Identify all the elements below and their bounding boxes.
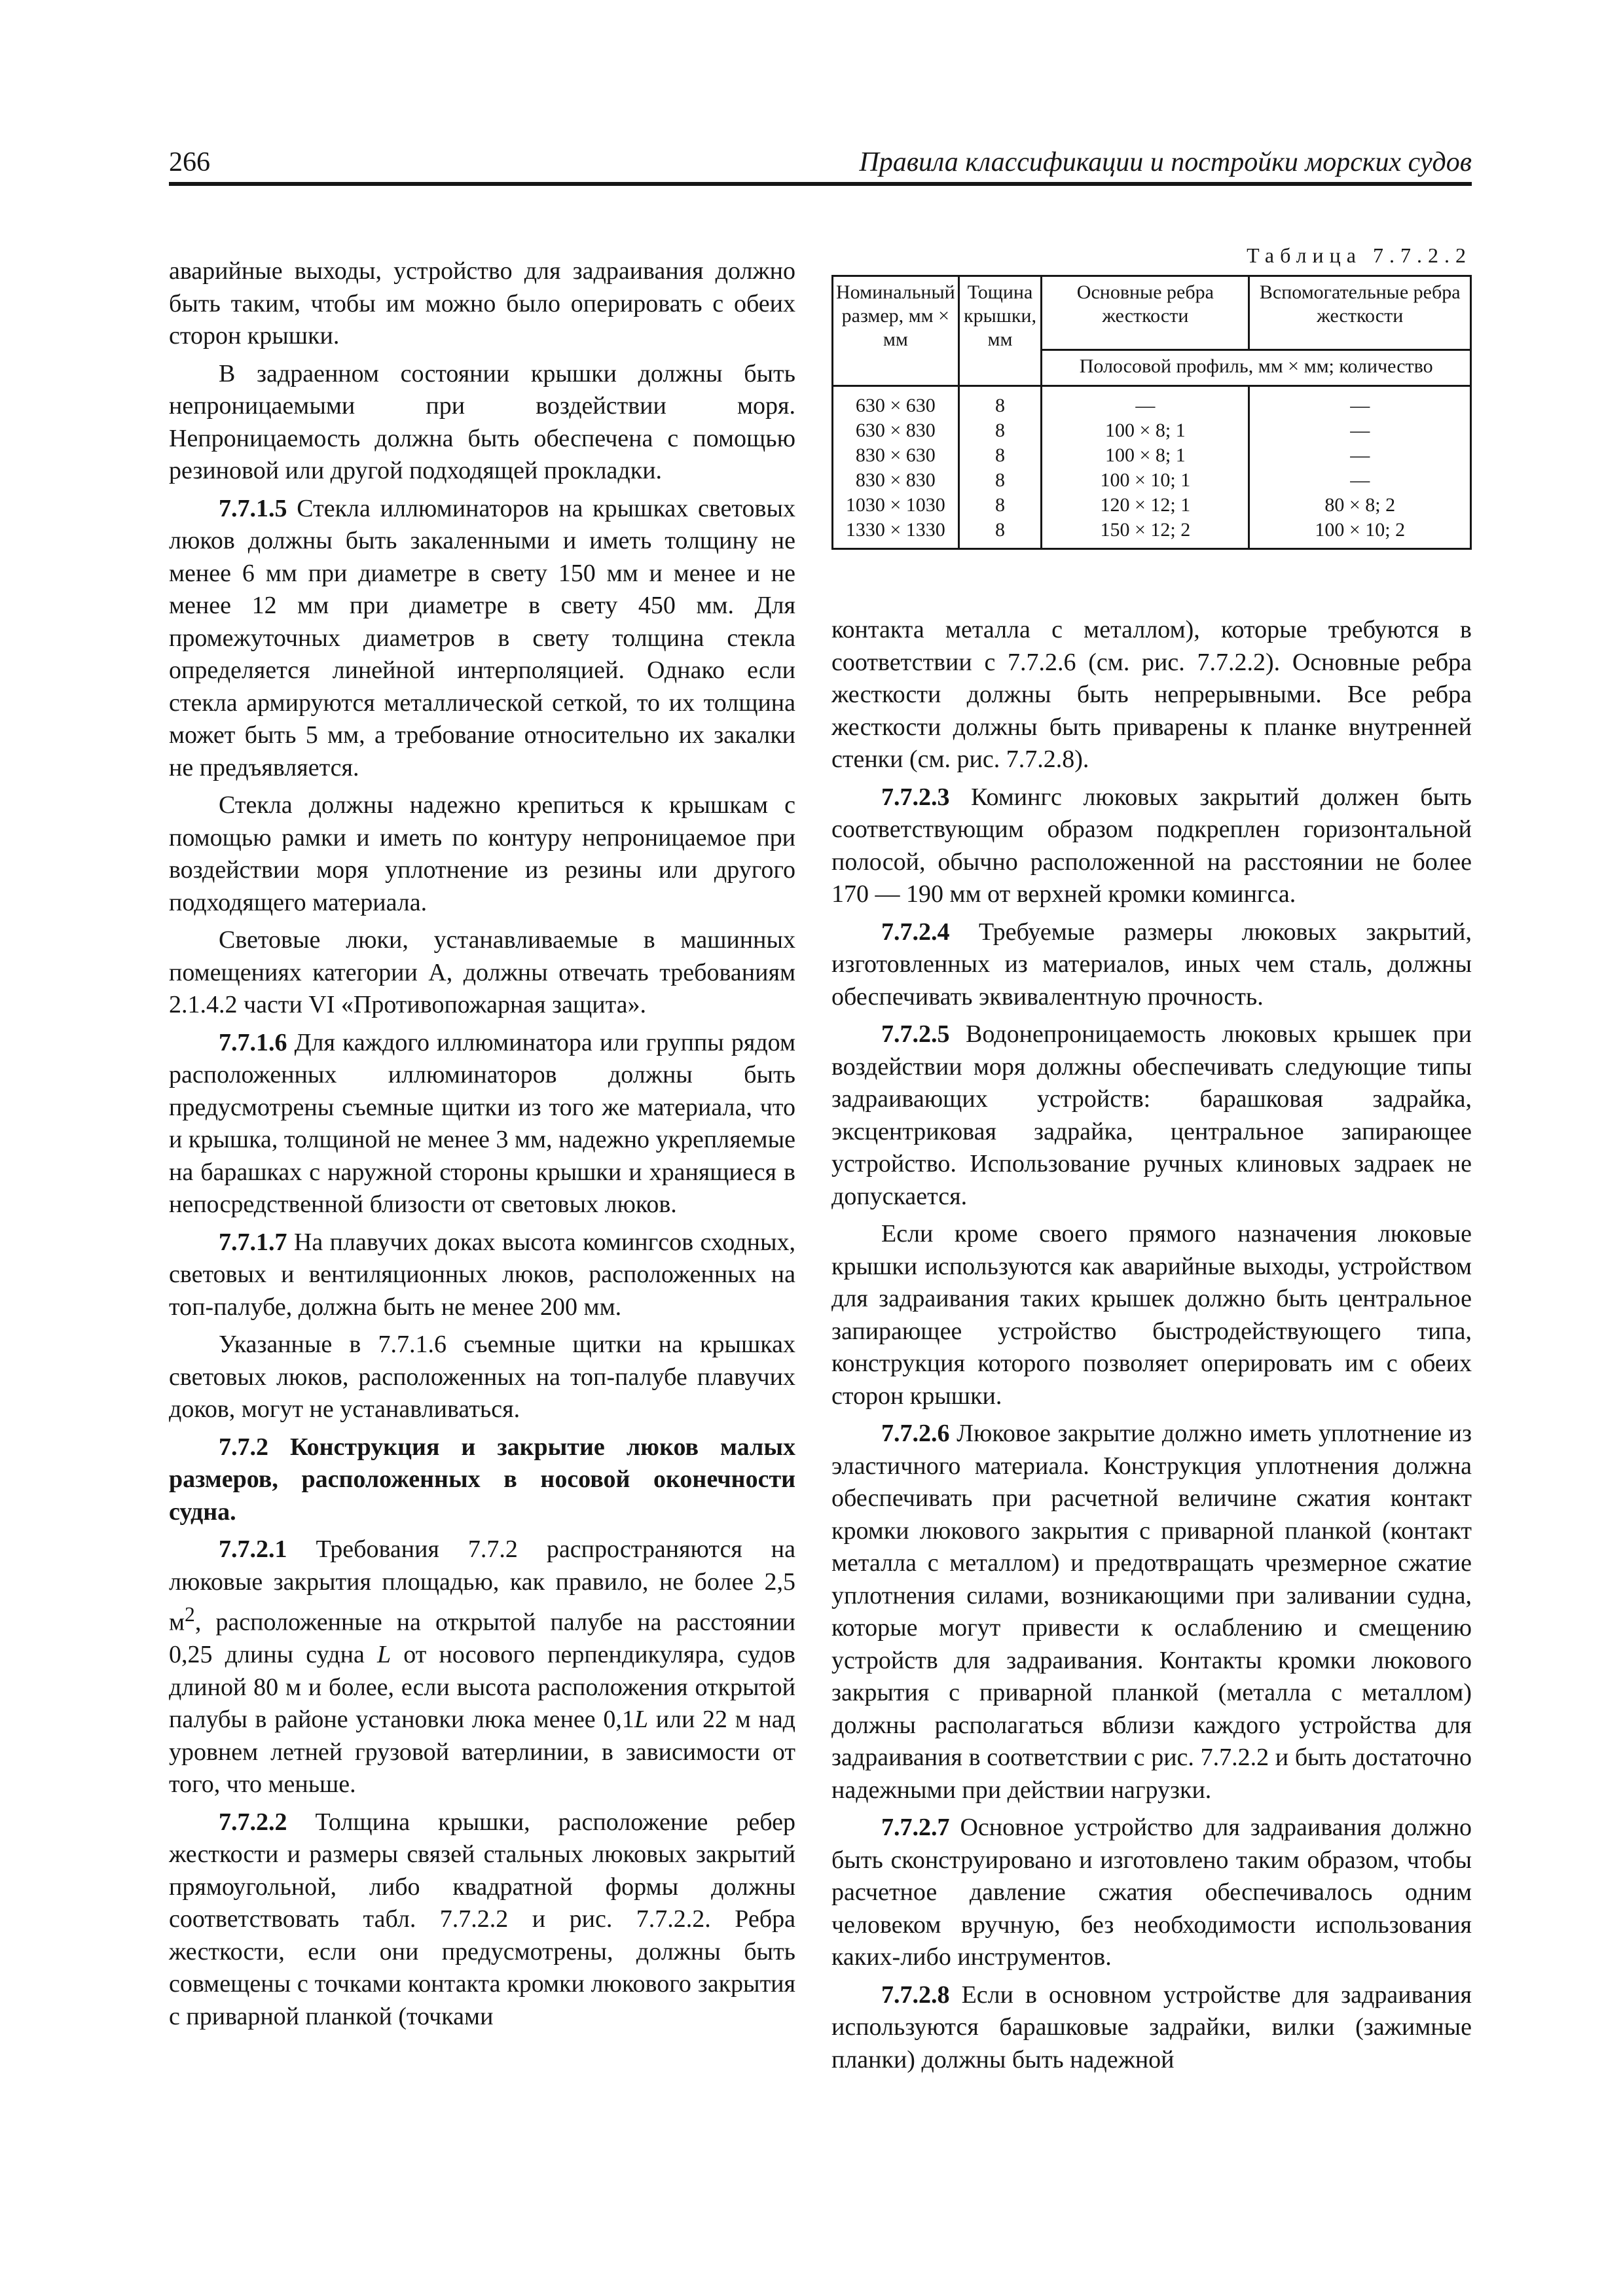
variable: L [634, 1706, 648, 1734]
table-cell-size: 1330 × 1330 [833, 518, 959, 549]
table-row [833, 418, 1471, 443]
table-row [833, 518, 1471, 549]
paragraph: Световые люки, устанавливаемые в машинных помещениях категории А, должны отвечать требованиям 2.1.4.2 части VI «Противопожарная защита». [169, 926, 795, 1018]
table-cell-aux: 100 × 10; 2 [1249, 518, 1471, 549]
paragraph: Стекла должны надежно крепиться к крышкам с помощью рамки и иметь по контуру непроницаемое при воздействии моря уплотнение из резины или другого подходящего материала. [169, 791, 795, 916]
paragraph [169, 493, 795, 785]
paragraph-text: Основное устройство для задраивания должно быть сконструировано и изготовлено таким образом, чтобы расчетное давление сжатия обеспечивалось одним человеком вручную, без необходимости использования каких-либо инструментов. [831, 1814, 1472, 1971]
paragraph [831, 1979, 1472, 2077]
paragraph-text: На плавучих доках высота комингсов сходных, световых и вентиляционных люков, расположенных на топ-палубе, должна быть не менее 200 мм. [169, 1228, 795, 1321]
page-number: 266 [169, 147, 210, 177]
table-cell-aux: — [1249, 468, 1471, 493]
clause-number: 7.7.2.8 [881, 1981, 950, 2009]
paragraph-text: Комингс люковых закрытий должен быть соответствующим образом подкреплен горизонтальной полосой, обычно расположенной на расстоянии не более 170 — 190 мм от верхней кромки комингса. [831, 783, 1472, 908]
table-cell-main: 100 × 10; 1 [1042, 468, 1249, 493]
paragraph: аварийные выходы, устройство для задраивания должно быть таким, чтобы им можно было оперировать с обеих сторон крышки. [169, 257, 795, 350]
table-cell-main: 150 × 12; 2 [1042, 518, 1249, 549]
table-row [833, 493, 1471, 518]
column-header-size: Номинальный размер, мм × мм [833, 276, 959, 386]
table-body [833, 386, 1471, 549]
column-subheader: Полосовой профиль, мм × мм; количество [1042, 350, 1471, 386]
paragraph-text: , расположенные на открытой палубе на расстоянии 0,25 длины судна [169, 1608, 795, 1669]
table-cell-aux: — [1249, 418, 1471, 443]
paragraph [831, 916, 1472, 1014]
table-cell-thickness: 8 [958, 418, 1042, 443]
clause-number: 7.7.1.5 [219, 494, 287, 522]
paragraph-text: Толщина крышки, расположение ребер жесткости и размеры связей стальных люковых закрытий прямоугольной, либо квадратной формы должны соответствовать табл. 7.7.2.2 и рис. 7.7.2.2. Ребра жесткости, если они предусмотрены, должны быть совмещены с точками контакта кромки люкового закрытия с приварной планкой (точками [169, 1808, 795, 2030]
paragraph [169, 1806, 795, 2034]
clause-number: 7.7.2.6 [881, 1420, 950, 1447]
table-cell-size: 630 × 830 [833, 418, 959, 443]
paragraph-text: или 22 м над уровнем летней грузовой ватерлинии, в зависимости от того, что меньше. [169, 1706, 795, 1799]
right-column [831, 614, 1472, 2081]
table-cell-thickness: 8 [958, 468, 1042, 493]
table-cell-main: 100 × 8; 1 [1042, 418, 1249, 443]
table-cell-size: 830 × 630 [833, 443, 959, 468]
paragraph: Если кроме своего прямого назначения люковые крышки используются как аварийные выходы, устройством для задраивания таких крышек должно быть центральное запирающее устройство быстродействующего типа, конструкция которого позволяет оперировать им с обеих сторон крышки. [831, 1220, 1472, 1410]
table-cell-size: 830 × 830 [833, 468, 959, 493]
clause-number: 7.7.2.5 [881, 1020, 950, 1048]
table-row [833, 386, 1471, 419]
clause-number: 7.7.2.4 [881, 918, 950, 946]
clause-number: 7.7.2.3 [881, 783, 950, 811]
paragraph: контакта металла с металлом), которые требуются в соответствии с 7.7.2.6 (см. рис. 7.7.2.2). Основные ребра жесткости должны быть непрерывными. Все ребра жесткости должны быть приварены к планке внутренней стенки (см. рис. 7.7.2.8). [831, 616, 1472, 773]
paragraph-text: Если в основном устройстве для задраивания используются барашковые задрайки, вилки (зажимные планки) должны быть надежной [831, 1981, 1472, 2073]
paragraph-text: Стекла иллюминаторов на крышках световых люков должны быть закаленными и иметь толщину не менее 6 мм при диаметре в свету 150 мм и менее и не менее 12 мм при диаметре в свету 450 мм. Для промежуточных диаметров в свету толщина стекла определяется линейной интерполяцией. Однако если стекла армируются металлической сеткой, то их толщина может быть 5 мм, а требование относительно их закалки не предъявляется. [169, 494, 795, 781]
column-header-main-ribs: Основные ребра жесткости [1042, 276, 1249, 350]
clause-number: 7.7.2.7 [881, 1814, 950, 1841]
paragraph-text: Водонепроницаемость люковых крышек при воздействии моря должны обеспечивать следующие типы задраивающих устройств: барашковая задрайка, эксцентриковая задрайка, центральное запирающее устройство. Использование ручных клиновых задраек не допускается. [831, 1020, 1472, 1210]
column-header-aux-ribs: Вспомогательные ребра жесткости [1249, 276, 1471, 350]
paragraph [831, 1018, 1472, 1213]
table-cell-thickness: 8 [958, 493, 1042, 518]
clause-number: 7.7.1.6 [219, 1028, 287, 1056]
paragraph [831, 781, 1472, 911]
superscript: 2 [185, 1603, 195, 1626]
table-cell-main: 100 × 8; 1 [1042, 443, 1249, 468]
column-header-thickness: Тощина крышки, мм [958, 276, 1042, 386]
table-cell-size: 1030 × 1030 [833, 493, 959, 518]
section-heading: 7.7.2 Конструкция и закрытие люков малых размеров, расположенных в носовой оконечности судна. [169, 1433, 795, 1526]
table-row [833, 443, 1471, 468]
left-column [169, 255, 795, 2038]
specification-table [831, 275, 1472, 550]
clause-number: 7.7.2.2 [219, 1808, 287, 1836]
paragraph [831, 1418, 1472, 1806]
table-cell-aux: — [1249, 443, 1471, 468]
clause-number: 7.7.1.7 [219, 1228, 287, 1256]
paragraph-text: Для каждого иллюминатора или группы рядом расположенных иллюминаторов должны быть предусмотрены съемные щитки из того же материала, что и крышка, толщиной не менее 3 мм, надежно укрепляемые на барашках с наружной стороны крышки и хранящиеся в непосредственной близости от световых люков. [169, 1028, 795, 1218]
variable: L [376, 1641, 392, 1669]
table-cell-size: 630 × 630 [833, 386, 959, 419]
table-cell-aux: — [1249, 386, 1471, 419]
paragraph [169, 1027, 795, 1221]
table-cell-thickness: 8 [958, 443, 1042, 468]
table-cell-main: — [1042, 386, 1249, 419]
paragraph-text: от носового перпендикуляра, судов длиной 80 м и более, если высота расположения открытой палубы в районе установки люка менее 0,1 [169, 1641, 796, 1734]
paragraph-text: Требования 7.7.2 распространяются на люковые закрытия площадью, как правило, не более 2,5 м [169, 1535, 795, 1636]
table-row [833, 468, 1471, 493]
table-cell-thickness: 8 [958, 386, 1042, 419]
clause-number: 7.7.2.1 [219, 1535, 287, 1563]
paragraph [831, 1812, 1472, 1974]
table-cell-main: 120 × 12; 1 [1042, 493, 1249, 518]
running-title: Правила классификации и постройки морских судов [859, 147, 1472, 177]
page-header [169, 143, 1472, 186]
paragraph: В задраенном состоянии крышки должны быть непроницаемыми при воздействии моря. Непроницаемость должна быть обеспечена с помощью резиновой или другой подходящей прокладки. [169, 359, 795, 484]
paragraph [169, 1534, 795, 1801]
table-cell-thickness: 8 [958, 518, 1042, 549]
table-cell-aux: 80 × 8; 2 [1249, 493, 1471, 518]
table-caption: Таблица 7.7.2.2 [1247, 243, 1472, 267]
paragraph: Указанные в 7.7.1.6 съемные щитки на крышках световых люков, расположенных на топ-палубе плавучих доков, могут не устанавливаться. [169, 1331, 795, 1423]
paragraph [169, 1227, 795, 1324]
paragraph-text: Люковое закрытие должно иметь уплотнение из эластичного материала. Конструкция уплотнения должна обеспечивать при расчетной величине сжатия контакт кромки люкового закрытия с приварной планкой (контакт металла с металлом) и предотвращать чрезмерное сжатие уплотнения силами, возникающими при заливании судна, которые могут привести к ослаблению и смещению устройств для задраивания. Контакты кромки люкового закрытия с приварной планкой (металла с металлом) должны располагаться вблизи каждого устройства для задраивания в соответствии с рис. 7.7.2.2 и быть достаточно надежными при действии нагрузки. [831, 1420, 1472, 1804]
paragraph-text: Требуемые размеры люковых закрытий, изготовленных из материалов, иных чем сталь, должны обеспечивать эквивалентную прочность. [831, 918, 1472, 1011]
